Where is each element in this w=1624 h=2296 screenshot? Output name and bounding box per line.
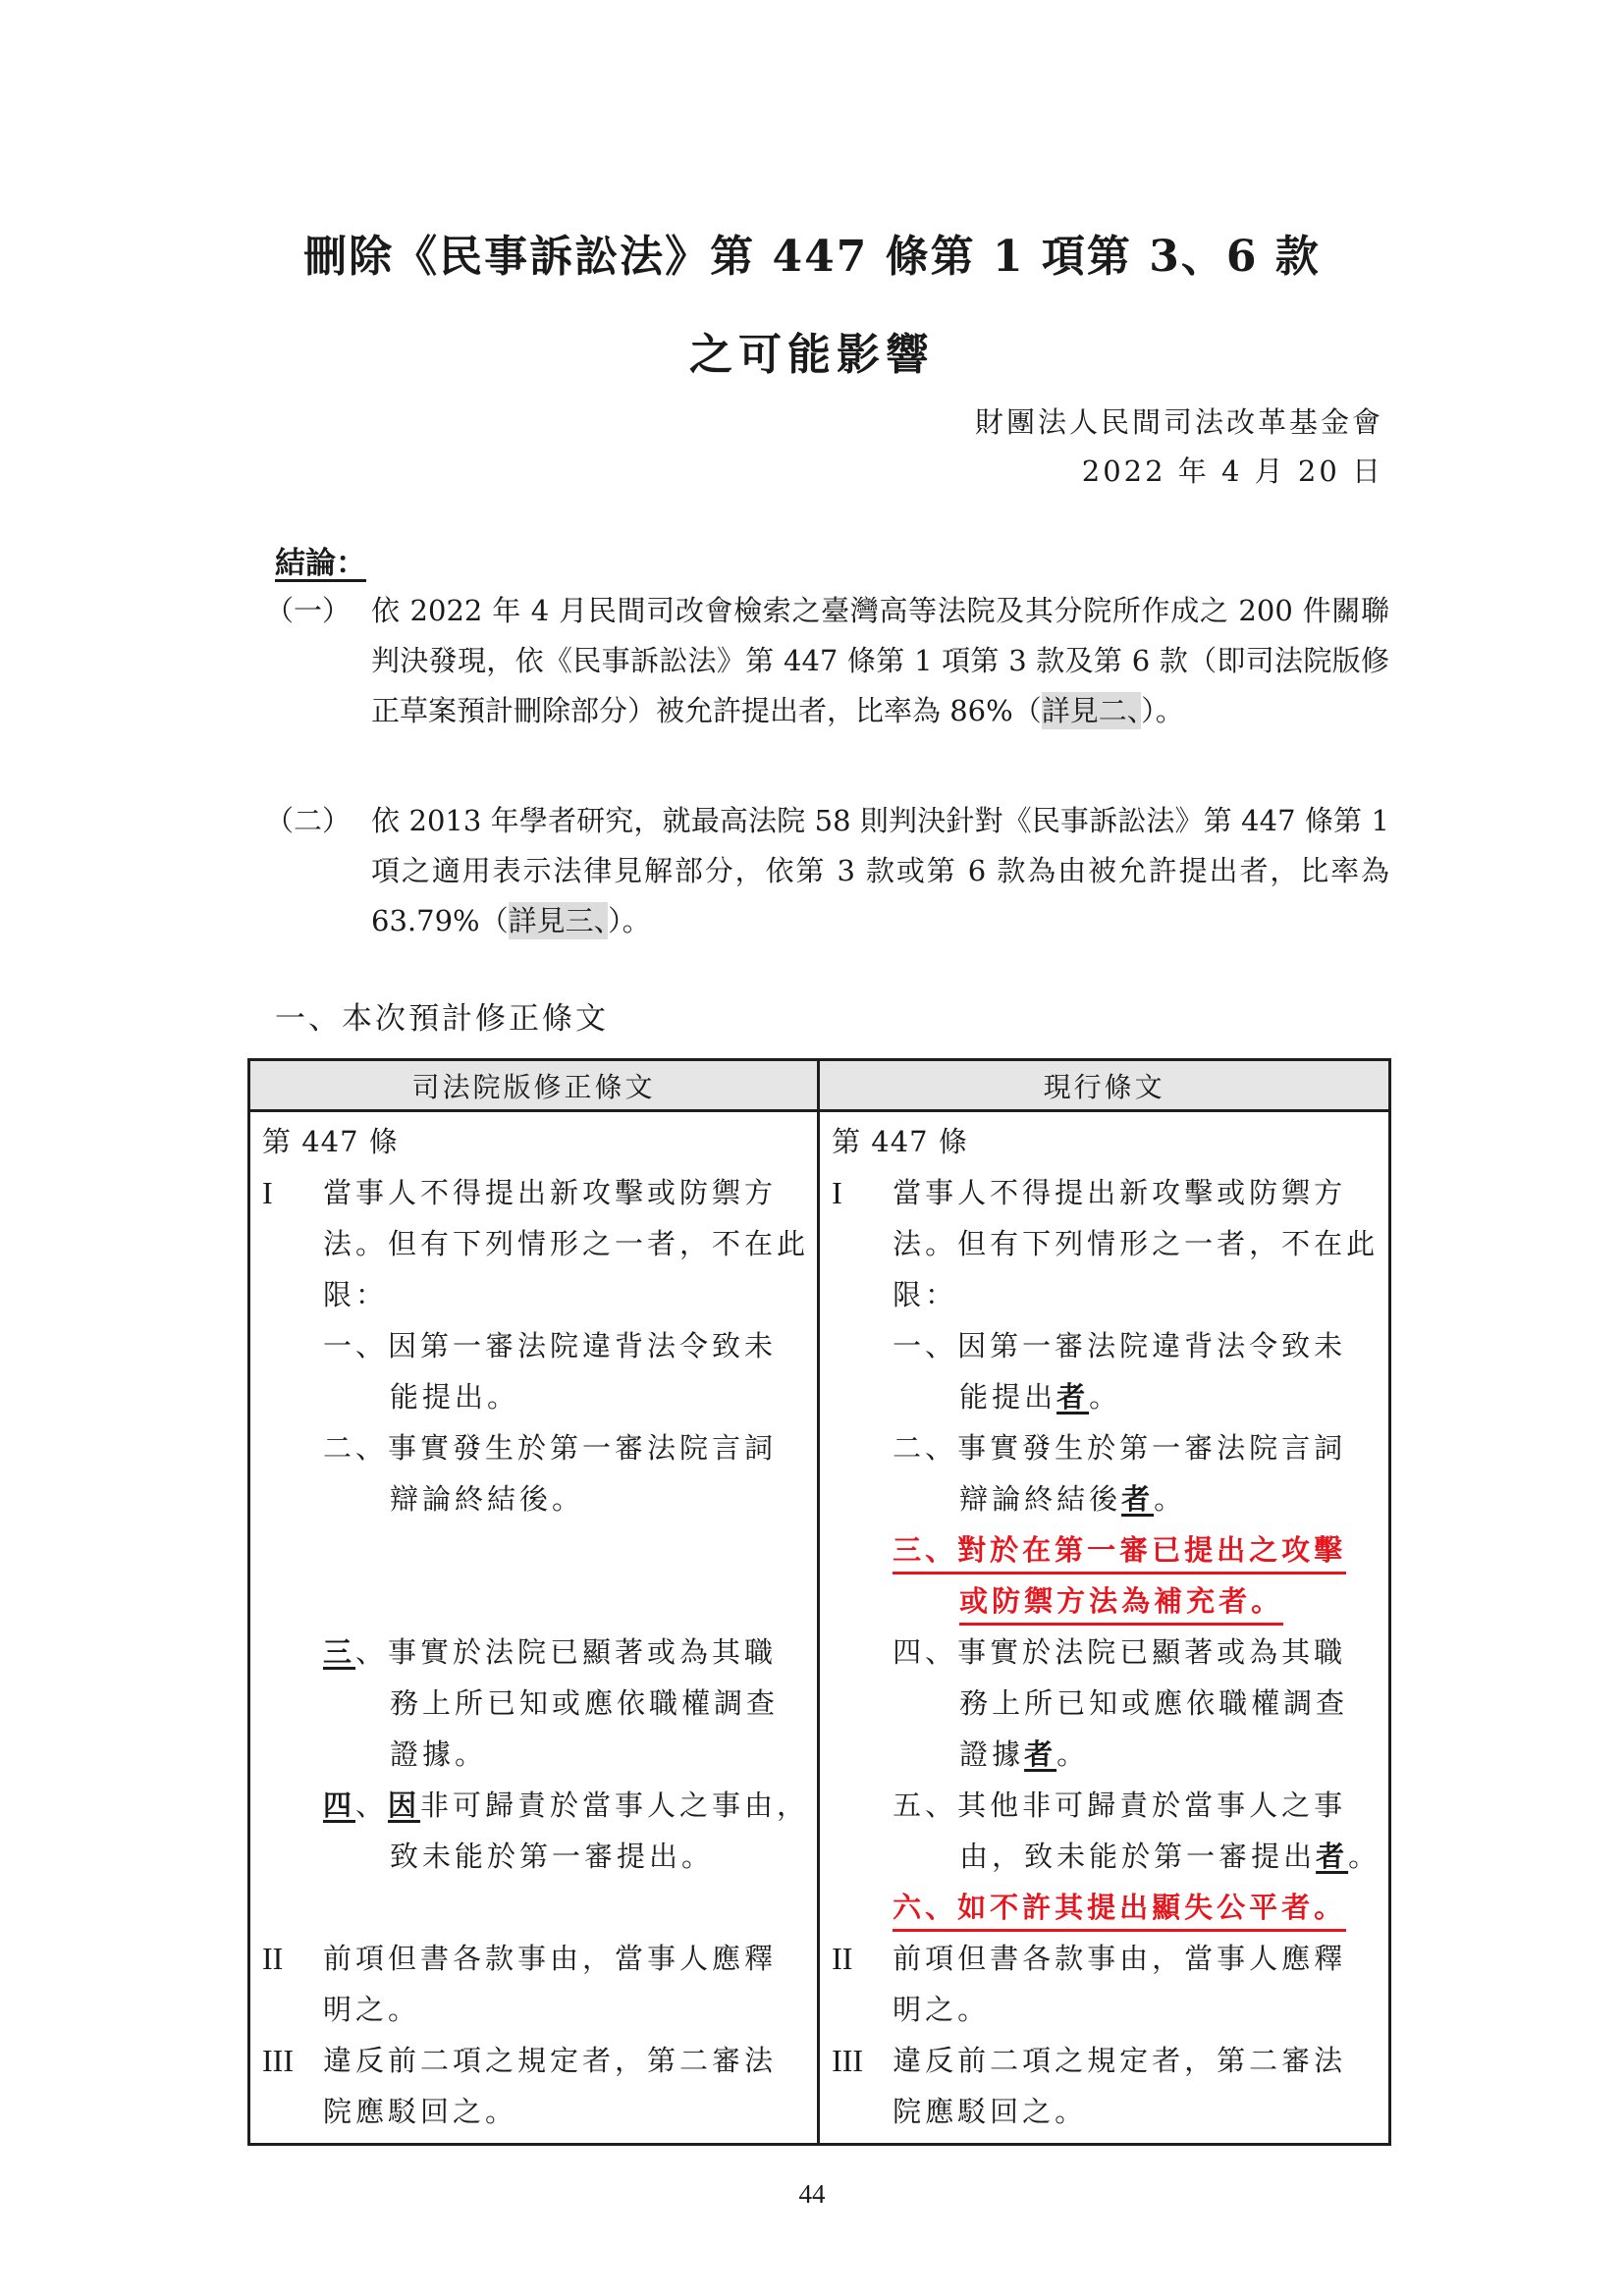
amended-item-number: 四 <box>323 1789 356 1822</box>
deleted-word: 者 <box>1121 1482 1155 1516</box>
paragraph-number: I <box>262 1175 273 1210</box>
page-number: 44 <box>798 2179 826 2209</box>
deleted-item-6-line: 六、如不許其提出顯失公平者。 <box>832 1882 1380 1933</box>
item-1-line: 能提出者。 <box>959 1380 1122 1414</box>
cross-reference[interactable]: 詳見二、 <box>1041 694 1142 727</box>
item-4-line: 務上所已知或應依職權調查 <box>959 1686 1349 1720</box>
amended-item-number: 三 <box>323 1635 356 1669</box>
paragraph-number: II <box>262 1941 284 1976</box>
paragraph-3-line: III 違反前二項之規定者，第二審法 <box>832 2035 1380 2086</box>
conclusion-item-label: （一） <box>265 594 352 627</box>
paragraph-3-line: III 違反前二項之規定者，第二審法 <box>262 2035 809 2086</box>
conclusion-item-label: （二） <box>265 804 352 837</box>
paragraph-2-line: 明之。 <box>323 1993 421 2026</box>
paragraph-1-line: 限： <box>893 1278 958 1311</box>
deleted-item-3-line: 或防禦方法為補充者。 <box>832 1575 1380 1627</box>
current-article-cell <box>819 1111 1390 2145</box>
item-5-line: 五、其他非可歸責於當事人之事 <box>893 1789 1347 1822</box>
paragraph-3-line: 院應駁回之。 <box>323 2095 518 2128</box>
spacer <box>262 1524 809 1575</box>
item-3-line: 三、事實於法院已顯著或為其職 <box>323 1635 778 1669</box>
column-header-current: 現行條文 <box>819 1060 1390 1111</box>
deleted-word: 者 <box>1024 1737 1057 1771</box>
proposed-article-cell <box>249 1111 819 2145</box>
item-1-line: 一、因第一審法院違背法令致未 <box>893 1329 1347 1362</box>
paragraph-number: III <box>832 2043 864 2078</box>
paragraph-number: III <box>262 2043 294 2078</box>
paragraph-number: II <box>832 1941 853 1976</box>
conclusion-heading: 結論： <box>275 546 366 581</box>
document-title-line2: 之可能影響 <box>689 330 935 380</box>
amended-word: 因 <box>388 1789 421 1822</box>
cross-reference[interactable]: 詳見三、 <box>508 904 609 937</box>
comparison-table <box>247 1058 1391 2146</box>
paragraph-1-line: 限： <box>323 1278 389 1311</box>
conclusion-item-text: 依 2013 年學者研究，就最高法院 58 則判決針對《民事訴訟法》第 447 條第 1 項之適用表示法律見解部分，依第 3 款或第 6 款為由被允許提出者，比率為 63.79%（ <box>371 804 1389 937</box>
paragraph-1-line: 法。但有下列情形之一者，不在此 <box>893 1227 1380 1260</box>
paragraph-1-line: I 當事人不得提出新攻擊或防禦方 <box>262 1167 809 1218</box>
item-4-line: 致未能於第一審提出。 <box>390 1840 715 1873</box>
item-1-line: 能提出。 <box>390 1380 520 1414</box>
item-3-line: 證據。 <box>390 1737 488 1771</box>
item-4-line: 四、事實於法院已顯著或為其職 <box>893 1635 1347 1669</box>
column-header-proposed: 司法院版修正條文 <box>249 1060 819 1111</box>
item-4-line: 證據者。 <box>959 1737 1090 1771</box>
item-5-line: 由，致未能於第一審提出者。 <box>959 1840 1381 1873</box>
paragraph-number: I <box>832 1175 842 1210</box>
section-heading: 一、本次預計修正條文 <box>275 1001 609 1037</box>
item-2-line: 二、事實發生於第一審法院言詞 <box>893 1431 1347 1465</box>
conclusion-item-text: 依 2022 年 4 月民間司改會檢索之臺灣高等法院及其分院所作成之 200 件關聯判決發現，依《民事訴訟法》第 447 條第 1 項第 3 款及第 6 款（即司法院版修正草案預計刪除部分）被允許提出者，比率為 86%（ <box>371 594 1389 727</box>
paragraph-1-line: I 當事人不得提出新攻擊或防禦方 <box>832 1167 1380 1218</box>
document-title-line1: 刪除《民事訴訟法》第 447 條第 1 項第 3、6 款 <box>303 232 1321 282</box>
paragraph-2-line: II 前項但書各款事由，當事人應釋 <box>832 1933 1380 1984</box>
paragraph-1-line: 法。但有下列情形之一者，不在此 <box>323 1227 810 1260</box>
article-number: 第 447 條 <box>262 1125 399 1158</box>
spacer <box>262 1575 809 1627</box>
item-2-line: 辯論終結後者。 <box>959 1482 1187 1516</box>
deleted-word: 者 <box>1316 1840 1349 1873</box>
deleted-word: 者 <box>1056 1380 1090 1414</box>
item-1-line: 一、因第一審法院違背法令致未 <box>323 1329 778 1362</box>
deleted-item-3-line: 三、對於在第一審已提出之攻擊 <box>832 1524 1380 1575</box>
author-organization: 財團法人民間司法改革基金會 <box>974 405 1383 439</box>
item-3-line: 務上所已知或應依職權調查 <box>390 1686 780 1720</box>
paragraph-3-line: 院應駁回之。 <box>893 2095 1088 2128</box>
conclusion-item-text-end: ）。 <box>608 904 651 937</box>
spacer <box>262 1882 809 1933</box>
document-date: 2022 年 4 月 20 日 <box>1081 454 1383 488</box>
conclusion-item-text-end: ）。 <box>1141 694 1184 727</box>
conclusion-item-2 <box>265 796 1389 946</box>
paragraph-2-line: II 前項但書各款事由，當事人應釋 <box>262 1933 809 1984</box>
article-number: 第 447 條 <box>832 1125 968 1158</box>
conclusion-item-1 <box>265 586 1389 736</box>
paragraph-2-line: 明之。 <box>893 1993 991 2026</box>
item-4-line: 四、因非可歸責於當事人之事由， <box>323 1789 810 1822</box>
item-2-line: 辯論終結後。 <box>390 1482 585 1516</box>
item-2-line: 二、事實發生於第一審法院言詞 <box>323 1431 778 1465</box>
